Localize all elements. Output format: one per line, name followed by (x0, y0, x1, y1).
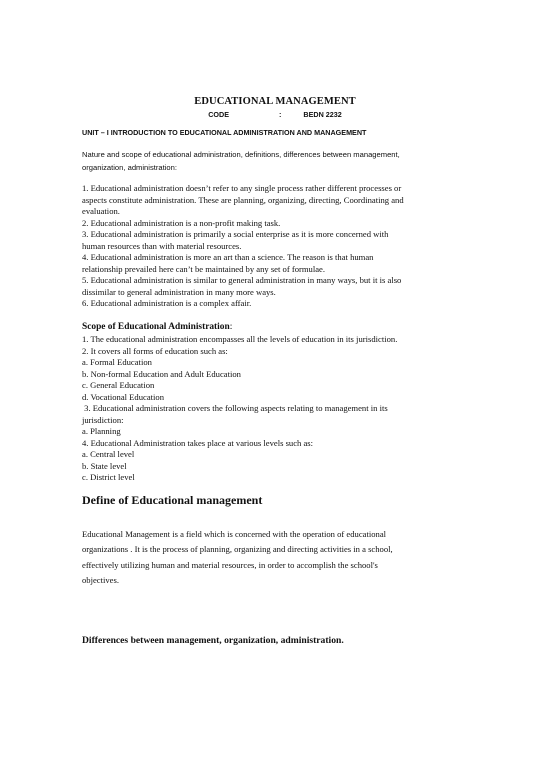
paragraph-line: objectives. (82, 574, 119, 585)
list-item: 2. It covers all forms of education such as: (82, 345, 228, 356)
list-item: d. Vocational Education (82, 391, 165, 402)
list-item: b. State level (82, 460, 127, 471)
nature-line: organization, administration: (82, 163, 177, 172)
list-item: c. District level (82, 472, 135, 482)
paragraph-line: effectively utilizing human and material resources, in order to accomplish the school's (82, 559, 378, 570)
code-value: BEDN 2232 (303, 110, 342, 119)
list-item: c. General Education (82, 380, 155, 390)
list-item: aspects constitute administration. These are planning, organizing, directing, Coordinating and (82, 194, 404, 205)
list-item: 2. Educational administration is a non-profit making task. (82, 217, 281, 228)
course-code-line (0, 110, 550, 119)
list-item: 3. Educational administration covers the following aspects relating to management in its (82, 403, 388, 413)
list-item: human resources than with material resources. (82, 240, 242, 251)
document-title: EDUCATIONAL MANAGEMENT (194, 96, 356, 107)
list-item: 1. Educational administration doesn’t refer to any single process rather different processes or (82, 183, 402, 193)
list-item: a. Formal Education (82, 357, 152, 367)
list-item: relationship prevailed here can’t be maintained by any set of formulae. (82, 263, 325, 274)
list-item: 4. Educational administration is more an art than a science. The reason is that human (82, 252, 374, 262)
nature-line: Nature and scope of educational administration, definitions, differences between management, (82, 150, 400, 159)
list-item: 1. The educational administration encompasses all the levels of education in its jurisdiction. (82, 334, 398, 344)
nature-intro (82, 148, 470, 174)
scope-heading (82, 322, 470, 332)
list-item: a. Planning (82, 426, 121, 436)
scope-heading-colon: : (229, 322, 233, 332)
list-item: 3. Educational administration is primarily a social enterprise as it is more concerned with (82, 229, 389, 239)
list-item: evaluation. (82, 206, 120, 216)
list-item: jurisdiction: (82, 414, 124, 425)
differences-heading: Differences between management, organization, administration. (82, 635, 344, 646)
paragraph-line: organizations . It is the process of planning, organizing and directing activities in a school, (82, 544, 393, 555)
list-item: 6. Educational administration is a complex affair. (82, 298, 252, 308)
list-item: 4. Educational Administration takes place at various levels such as: (82, 437, 314, 448)
list-item: dissimilar to general administration in many more ways. (82, 286, 276, 297)
code-label: CODE (208, 110, 229, 119)
code-separator: : (279, 110, 282, 119)
scope-heading-text: Scope of Educational Administration (82, 322, 230, 332)
list-item: 5. Educational administration is similar to general administration in many ways, but it is also (82, 275, 402, 285)
scope-list (82, 334, 470, 484)
list-item: b. Non-formal Education and Adult Education (82, 368, 241, 379)
nature-points-list (82, 183, 470, 310)
define-heading: Define of Educational management (82, 493, 263, 507)
unit-heading: UNIT – I INTRODUCTION TO EDUCATIONAL ADMINISTRATION AND MANAGEMENT (82, 128, 367, 137)
list-item: a. Central level (82, 449, 135, 459)
define-paragraph (82, 527, 470, 588)
paragraph-line: Educational Management is a field which is concerned with the operation of educational (82, 529, 387, 539)
